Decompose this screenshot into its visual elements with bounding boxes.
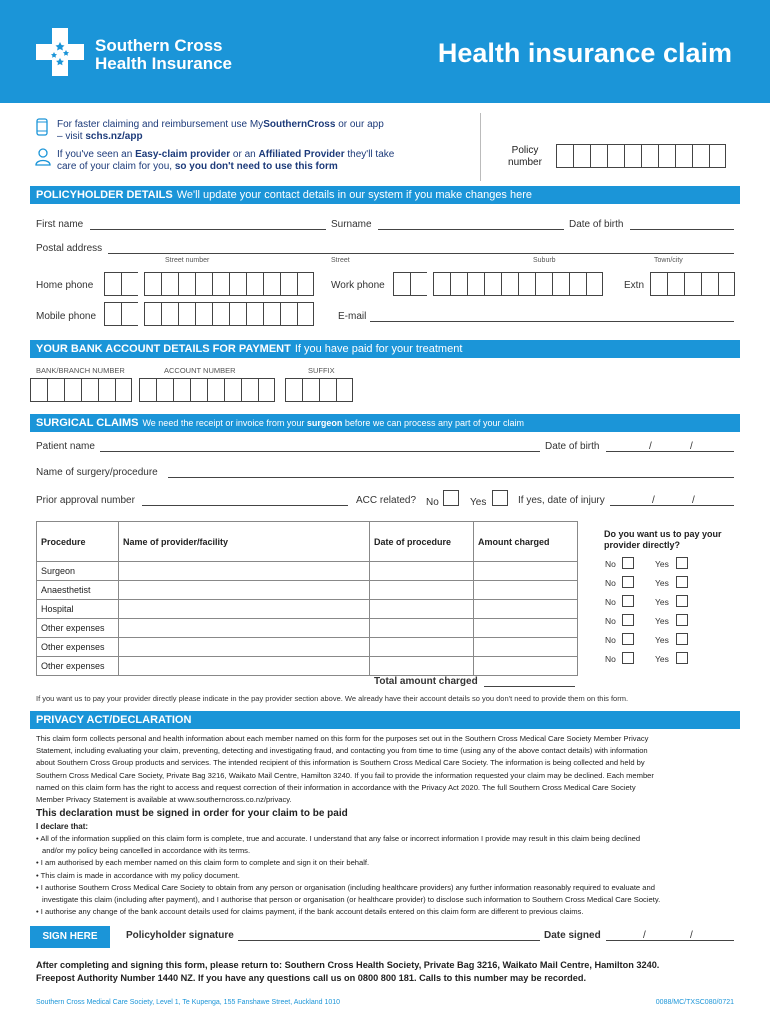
total-label: Total amount charged [374,676,478,687]
privacy-section-bar: PRIVACY ACT/DECLARATION [30,711,740,729]
bank-section-bar: YOUR BANK ACCOUNT DETAILS FOR PAYMENT If you have paid for your treatment [30,340,740,358]
form-code: 0088/MC/TXSC080/0721 [655,999,734,1006]
acc-no-label: No [426,497,439,508]
pay-note: If you want us to pay your provider directly please indicate in the pay provider section above. We already have their account details so you don't need to provide them on this form. [36,694,629,703]
postal-address-field[interactable] [108,253,734,254]
suffix-field[interactable] [285,378,353,402]
col-provider: Name of provider/facility [119,522,370,562]
pay-yes-label: Yes [655,616,669,626]
postal-address-label: Postal address [36,243,103,254]
pay-yes-label: Yes [655,578,669,588]
pay-no-label: No [605,654,616,664]
bank-branch-field[interactable] [30,378,132,402]
first-name-label: First name [36,219,84,230]
surgical-section-bar: SURGICAL CLAIMS We need the receipt or invoice from your surgeon before we can process any part of your claim [30,414,740,432]
header-banner [0,0,770,103]
suffix-label: SUFFIX [308,366,335,375]
suburb-label: Suburb [533,257,556,264]
app-promo-text: For faster claiming and reimbursement use MySouthernCross or our app – visit schs.nz/app [57,119,384,142]
must-sign-heading: This declaration must be signed in order for your claim to be paid [36,808,348,819]
policy-number-field[interactable] [556,144,726,168]
return-instructions: After completing and signing this form, please return to: Southern Cross Health Society, Private Bag 3216, Waikato Mail Centre, Hamilton 3240. Freepost Authority Number 1440 NZ. If you have any questions call us on 0800 800 181. Calls to this number may be recorded. [36,960,660,983]
declaration-list: • All of the information supplied on this claim form is complete, true and accurate. I understand that any false or incorrect information I provide may result in this claim being declined and/or my policy being cancelled in accordance with its terms. • I am authorised by each member named on this claim form to complete and sign it on their behalf. • This claim is made in accordance with my policy document. • I authorise Southern Cross Medical Care Society to obtain from any person or organisation (including healthcare providers) any further information reasonably required to evaluate and investigate this claim (including after payment), and I authorise that person or organisation (or healthcare provider) to disclose such information to Southern Cross Medical Care Society. • I authorise any change of the bank account details used for claims payment, if the bank account details entered on this claim form are different to previous claims. [36,834,661,917]
provider-text: If you've seen an Easy-claim provider or an Affiliated Provider they'll take care of your claim for you, so you don't need to use this form [57,149,395,172]
acc-yes-checkbox[interactable] [492,490,508,506]
pay-yes-checkbox[interactable] [676,576,688,588]
signature-label: Policyholder signature [126,930,234,941]
pay-yes-label: Yes [655,654,669,664]
southern-cross-logo-icon [36,28,84,76]
pay-no-label: No [605,635,616,645]
work-phone-field[interactable] [393,272,603,296]
page-title: Health insurance claim [437,38,732,68]
policy-number-label: Policy number [508,145,542,168]
pay-no-checkbox[interactable] [622,576,634,588]
pay-no-label: No [605,597,616,607]
pay-yes-label: Yes [655,635,669,645]
app-link[interactable]: schs.nz/app [85,131,143,142]
email-label: E-mail [338,311,367,322]
sign-here-badge: SIGN HERE [30,926,110,948]
branch-label: BANK/BRANCH NUMBER [36,366,125,375]
brand-name [95,37,232,73]
col-date: Date of procedure [370,522,474,562]
brand-line-2: Health Insurance [95,54,232,73]
pay-yes-checkbox[interactable] [676,595,688,607]
col-procedure: Procedure [37,522,119,562]
footer-address: Southern Cross Medical Care Society, Level 1, Te Kupenga, 155 Fanshawe Street, Auckland 1010 [36,999,341,1006]
pay-no-label: No [605,559,616,569]
pay-no-checkbox[interactable] [622,614,634,626]
pay-yes-checkbox[interactable] [676,614,688,626]
table-row: Anaesthetist [37,581,578,600]
acc-no-checkbox[interactable] [443,490,459,506]
pay-no-label: No [605,578,616,588]
prior-approval-field[interactable] [142,505,348,506]
date-signed-label: Date signed [544,930,601,941]
pay-no-checkbox[interactable] [622,633,634,645]
pay-no-checkbox[interactable] [622,557,634,569]
street-label: Street [331,257,350,264]
home-phone-label: Home phone [36,280,94,291]
surgery-name-label: Name of surgery/procedure [36,467,158,478]
account-number-field[interactable] [139,378,275,402]
phone-icon [36,118,48,136]
declare-heading: I declare that: [36,822,89,831]
pay-provider-question: Do you want us to pay your provider directly? [604,529,722,550]
home-phone-field[interactable] [104,272,314,296]
date-signed-field[interactable] [606,940,734,941]
surname-field[interactable] [378,229,564,230]
patient-name-label: Patient name [36,441,95,452]
col-amount: Amount charged [474,522,578,562]
pay-yes-label: Yes [655,597,669,607]
pay-yes-checkbox[interactable] [676,633,688,645]
pay-no-checkbox[interactable] [622,595,634,607]
acc-label: ACC related? [356,495,417,506]
table-row: Other expenses [37,619,578,638]
table-row: Surgeon [37,562,578,581]
dob-field[interactable] [630,229,734,230]
acc-yes-label: Yes [470,497,487,508]
divider [480,113,481,181]
procedure-header-row [37,522,578,562]
brand-line-1: Southern Cross [95,36,223,55]
surname-label: Surname [331,219,372,230]
prior-approval-label: Prior approval number [36,495,135,506]
town-label: Town/city [654,257,683,264]
first-name-field[interactable] [90,229,326,230]
dob-label: Date of birth [569,219,624,230]
pay-yes-checkbox[interactable] [676,652,688,664]
mobile-label: Mobile phone [36,311,97,322]
extn-field[interactable] [650,272,735,296]
procedure-table [36,521,578,676]
table-row: Other expenses [37,657,578,676]
pay-yes-label: Yes [655,559,669,569]
policyholder-section-bar: POLICYHOLDER DETAILS We'll update your contact details in our system if you make changes here [30,186,740,204]
table-row: Other expenses [37,638,578,657]
email-field[interactable] [370,321,734,322]
patient-name-field[interactable] [100,451,540,452]
pay-no-label: No [605,616,616,626]
work-phone-label: Work phone [331,280,385,291]
injury-date-field[interactable] [610,505,734,506]
privacy-paragraph: This claim form collects personal and health information about each member named on this form for the purposes set out in the Southern Cross Medical Care Society Member Privacy Statement, including evaluating your claim, preventing, detecting and investigating fraud, and contacting you from time to time (using any of the above contact details) with information about Southern Cross Group products and services. The intended recipient of this information is Southern Cross Medical Care Society. The information is being collected and held by Southern Cross Medical Care Society, Private Bag 3216, Waikato Mail Centre, Hamilton 3240. If you fail to provide the information requested your claim may be declined. Each member named on this claim form has the right to access and request correction of their information in accordance with the Privacy Act 2020. The full Southern Cross Medical Care Society Member Privacy Statement is available at www.southerncross.co.nz/privacy. [36,734,654,805]
street-number-label: Street number [165,257,210,264]
mobile-field[interactable] [104,302,314,326]
pay-yes-checkbox[interactable] [676,557,688,569]
extn-label: Extn [624,280,645,291]
pay-no-checkbox[interactable] [622,652,634,664]
surgery-name-field[interactable] [168,477,734,478]
table-row: Hospital [37,600,578,619]
signature-field[interactable] [238,940,540,941]
person-icon [35,148,51,166]
patient-dob-field[interactable] [606,451,734,452]
account-label: ACCOUNT NUMBER [164,366,236,375]
injury-date-label: If yes, date of injury [518,495,605,506]
total-field[interactable] [484,686,575,687]
patient-dob-label: Date of birth [545,441,600,452]
